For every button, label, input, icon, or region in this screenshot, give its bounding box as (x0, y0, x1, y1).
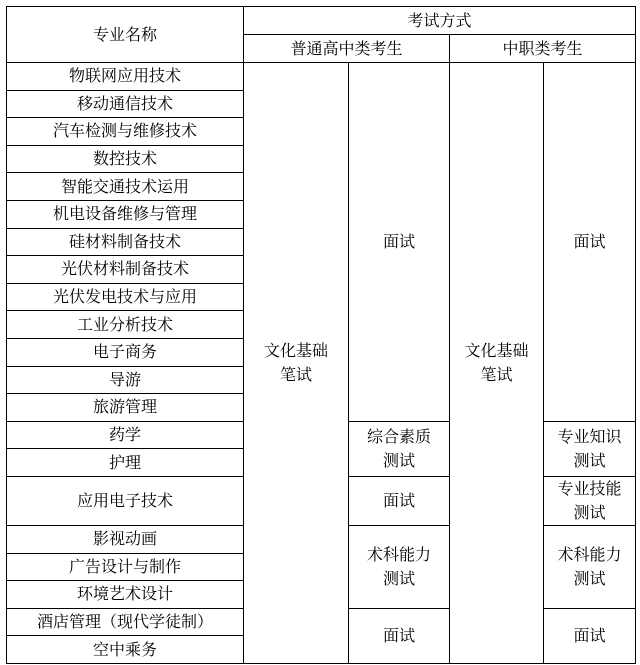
general-art-line1: 术科能力 (366, 544, 431, 564)
major-cell: 工业分析技术 (7, 311, 244, 339)
general-written-line1: 文化基础 (263, 340, 328, 360)
major-cell: 机电设备维修与管理 (7, 200, 244, 228)
general-art-line2: 测试 (382, 568, 415, 588)
vocational-art-line1: 术科能力 (557, 544, 622, 564)
general-interview-2: 面试 (349, 476, 450, 525)
major-cell: 物联网应用技术 (7, 63, 244, 91)
general-comprehensive-line1: 综合素质 (366, 426, 431, 446)
major-cell: 移动通信技术 (7, 90, 244, 118)
major-cell: 光伏材料制备技术 (7, 256, 244, 284)
header-major-name: 专业名称 (7, 7, 244, 63)
major-cell: 护理 (7, 449, 244, 477)
major-cell: 广告设计与制作 (7, 553, 244, 581)
major-cell: 旅游管理 (7, 394, 244, 422)
vocational-written-exam (450, 63, 544, 664)
general-art-test (349, 525, 450, 608)
major-cell: 导游 (7, 366, 244, 394)
general-interview-3: 面试 (349, 608, 450, 663)
general-interview-1: 面试 (349, 63, 450, 422)
general-comprehensive-line2: 测试 (382, 450, 415, 470)
vocational-written-line1: 文化基础 (464, 340, 529, 360)
major-cell: 硅材料制备技术 (7, 228, 244, 256)
major-cell: 空中乘务 (7, 636, 244, 664)
vocational-skill-test (544, 476, 636, 525)
major-cell: 智能交通技术运用 (7, 173, 244, 201)
header-vocational: 中职类考生 (450, 35, 636, 63)
vocational-skill-line2: 测试 (573, 502, 606, 522)
major-cell: 电子商务 (7, 338, 244, 366)
major-cell: 光伏发电技术与应用 (7, 283, 244, 311)
major-cell: 汽车检测与维修技术 (7, 118, 244, 146)
vocational-art-test (544, 525, 636, 608)
major-cell: 应用电子技术 (7, 476, 244, 525)
major-cell: 数控技术 (7, 145, 244, 173)
header-exam-method: 考试方式 (244, 7, 636, 35)
major-cell: 药学 (7, 421, 244, 449)
vocational-art-line2: 测试 (573, 568, 606, 588)
general-comprehensive-test (349, 421, 450, 476)
major-cell: 酒店管理（现代学徒制） (7, 608, 244, 636)
general-written-exam (244, 63, 349, 664)
vocational-written-line2: 笔试 (480, 364, 513, 384)
major-cell: 环境艺术设计 (7, 581, 244, 609)
general-written-line2: 笔试 (279, 364, 312, 384)
exam-method-table (6, 6, 636, 664)
vocational-knowledge-line1: 专业知识 (557, 426, 622, 446)
vocational-skill-line1: 专业技能 (557, 478, 622, 498)
vocational-knowledge-line2: 测试 (573, 450, 606, 470)
vocational-interview-2: 面试 (544, 608, 636, 663)
vocational-interview-1: 面试 (544, 63, 636, 422)
header-general-hs: 普通高中类考生 (244, 35, 450, 63)
vocational-knowledge-test (544, 421, 636, 476)
major-cell: 影视动画 (7, 525, 244, 553)
